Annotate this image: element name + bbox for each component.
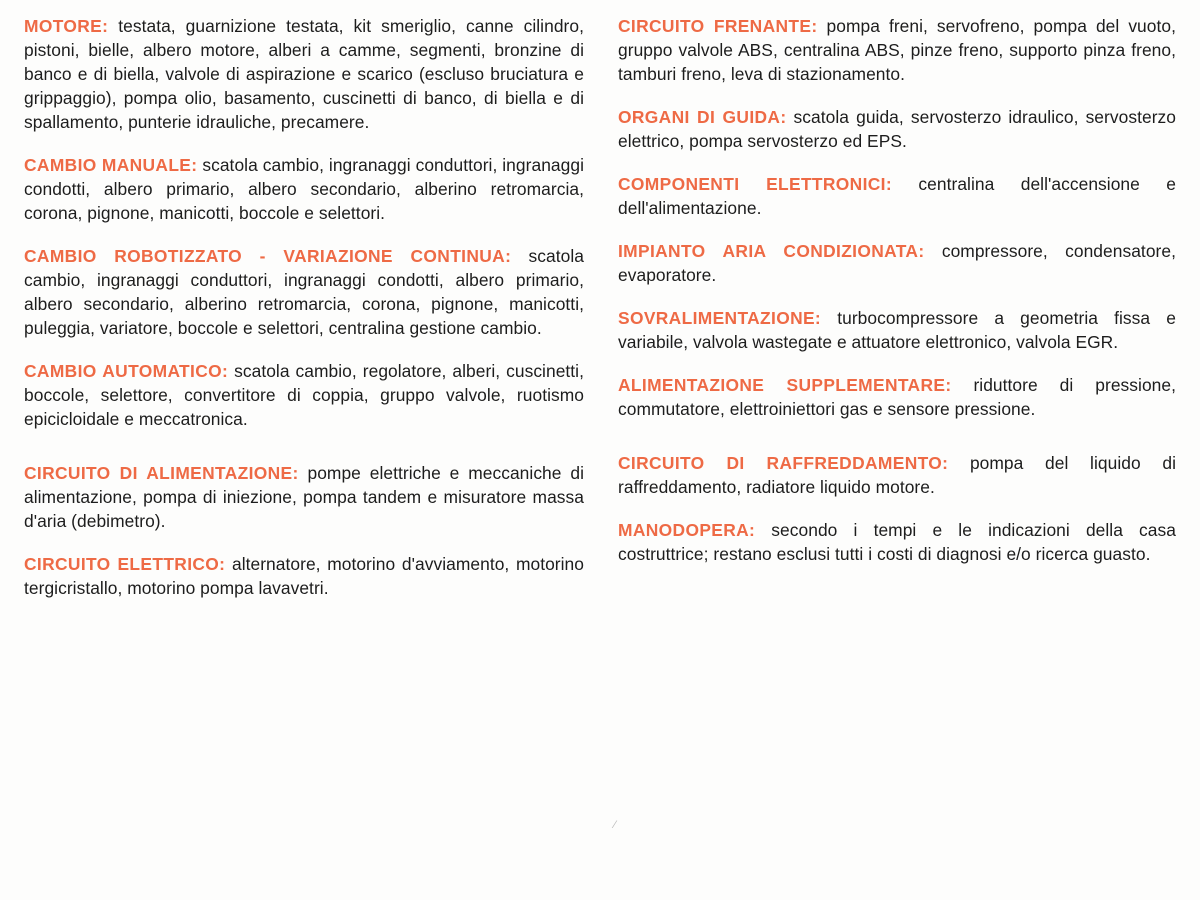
right-column [612, 14, 1176, 585]
coverage-text: turbocompressore a geometria fissa e variabile, valvola wastegate e attuatore elettronico, valvola EGR. [618, 308, 1176, 353]
coverage-term: CIRCUITO DI RAFFREDDAMENTO: [618, 453, 949, 474]
coverage-entry [618, 14, 1176, 86]
coverage-entry [618, 239, 1176, 287]
coverage-text: riduttore di pressione, commutatore, elettroiniettori gas e sensore pressione. [618, 375, 1177, 420]
coverage-entry [618, 306, 1176, 354]
coverage-entry [24, 14, 584, 134]
coverage-text: centralina dell'accensione e dell'alimentazione. [618, 174, 1176, 219]
coverage-term: CAMBIO MANUALE: [24, 155, 198, 176]
coverage-entry [618, 172, 1176, 220]
coverage-entry [618, 105, 1176, 153]
coverage-entry [618, 518, 1176, 566]
coverage-term: COMPONENTI ELETTRONICI: [618, 174, 893, 195]
coverage-entry [618, 451, 1176, 499]
coverage-text: scatola cambio, ingranaggi conduttori, ingranaggi condotti, albero primario, albero secondario, alberino retromarcia, corona, pignone, manicotti, puleggia, variatore, boccole e selettori, centralina gestione cambio. [24, 246, 584, 339]
coverage-term: MANODOPERA: [618, 520, 756, 541]
coverage-term: ALIMENTAZIONE SUPPLEMENTARE: [618, 375, 952, 396]
coverage-term: SOVRALIMENTAZIONE: [618, 308, 822, 329]
coverage-entry [24, 552, 584, 600]
coverage-text: compressore, condensatore, evaporatore. [618, 241, 1176, 286]
coverage-text: scatola cambio, regolatore, alberi, cuscinetti, boccole, selettore, convertitore di coppia, gruppo valvole, ruotismo epicicloidale e meccatronica. [24, 361, 584, 430]
coverage-text: alternatore, motorino d'avviamento, motorino tergicristallo, motorino pompa lavavetri. [24, 554, 585, 599]
coverage-term: CAMBIO AUTOMATICO: [24, 361, 229, 382]
page-footer-mark: ⁄ [614, 819, 616, 831]
coverage-text: pompe elettriche e meccaniche di alimentazione, pompa di iniezione, pompa tandem e misuratore massa d'aria (debimetro). [24, 463, 584, 532]
coverage-entry [24, 153, 584, 225]
coverage-entry [24, 244, 584, 340]
coverage-term: CAMBIO ROBOTIZZATO - VARIAZIONE CONTINUA: [24, 246, 512, 267]
coverage-term: ORGANI DI GUIDA: [618, 107, 787, 128]
left-column [24, 14, 588, 619]
coverage-text: pompa freni, servofreno, pompa del vuoto, gruppo valvole ABS, centralina ABS, pinze freno, supporto pinza freno, tamburi freno, leva di stazionamento. [618, 16, 1176, 85]
coverage-term: CIRCUITO FRENANTE: [618, 16, 818, 36]
coverage-text: testata, guarnizione testata, kit smeriglio, canne cilindro, pistoni, bielle, albero motore, alberi a camme, segmenti, bronzine di banco e di biella, valvole di aspirazione e scarico (escluso bruciatura e grippaggio), pompa olio, basamento, cuscinetti di banco, di biella e di spallamento, punterie idrauliche, precamere. [24, 16, 584, 133]
coverage-term: IMPIANTO ARIA CONDIZIONATA: [618, 241, 925, 262]
coverage-entry [618, 373, 1176, 421]
two-column-layout [24, 14, 1176, 619]
coverage-text: scatola cambio, ingranaggi conduttori, ingranaggi condotti, albero primario, albero secondario, alberino retromarcia, corona, pignone, manicotti, boccole e selettori. [24, 155, 584, 224]
coverage-term: CIRCUITO ELETTRICO: [24, 554, 226, 575]
coverage-term: MOTORE: [24, 16, 109, 36]
coverage-term: CIRCUITO DI ALIMENTAZIONE: [24, 463, 299, 484]
coverage-entry [24, 359, 584, 431]
coverage-text: secondo i tempi e le indicazioni della casa costruttrice; restano esclusi tutti i costi di diagnosi e/o ricerca guasto. [618, 520, 1176, 565]
coverage-entry [24, 461, 584, 533]
coverage-text: scatola guida, servosterzo idraulico, servosterzo elettrico, pompa servosterzo ed EPS. [618, 107, 1176, 152]
coverage-text: pompa del liquido di raffreddamento, radiatore liquido motore. [618, 453, 1176, 498]
